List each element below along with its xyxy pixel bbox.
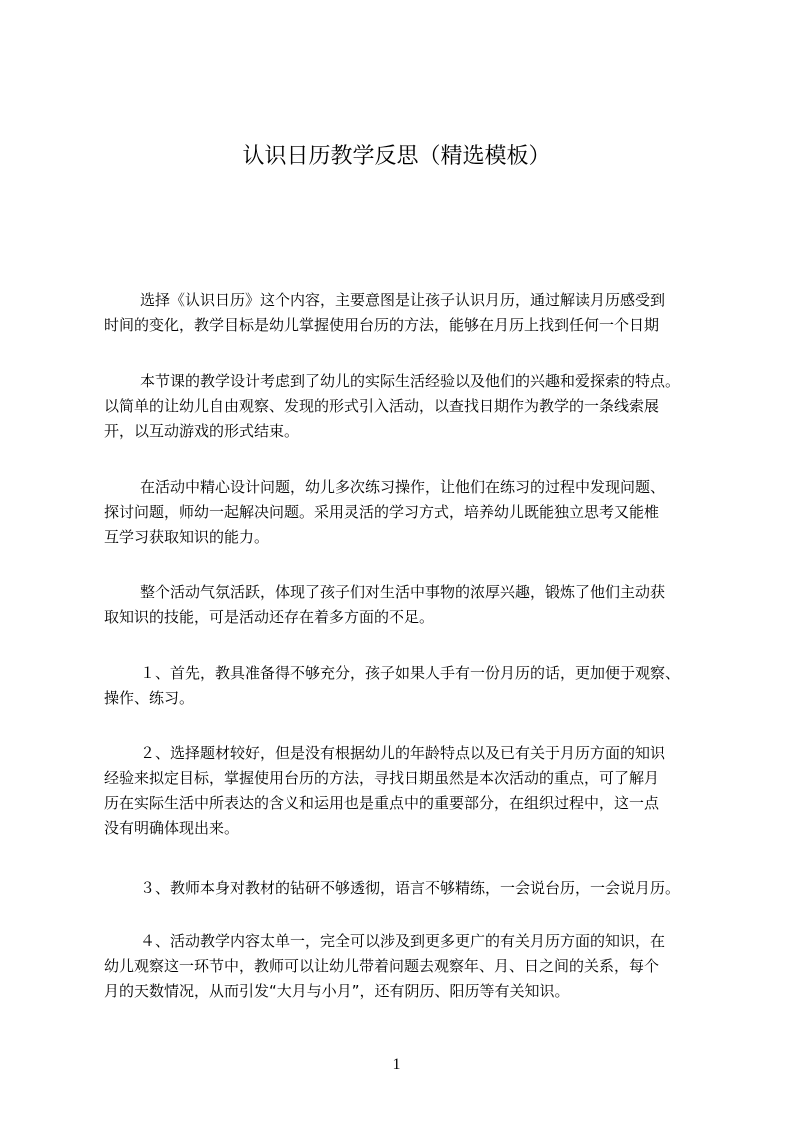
paragraph-line: 幼儿观察这一环节中，教师可以让幼儿带着问题去观察年、月、日之间的关系，每个 [104, 957, 660, 975]
paragraph-line: 历在实际生活中所表达的含义和运用也是重点中的重要部分，在组织过程中，这一点 [104, 794, 660, 812]
paragraph-2 [104, 369, 714, 444]
page-number: 1 [392, 1056, 401, 1073]
document-title: 认识日历教学反思（精选模板） [242, 144, 551, 169]
paragraph-line: 经验来拟定目标，掌握使用台历的方法，寻找日期虽然是本次活动的重点，可了解月 [104, 769, 660, 787]
paragraph-line: 开，以互动游戏的形式结束。 [104, 422, 300, 440]
paragraph-8 [104, 929, 714, 1004]
paragraph-line: 没有明确体现出来。 [104, 819, 240, 837]
paragraph-4 [104, 580, 714, 630]
paragraph-5 [104, 661, 714, 711]
paragraph-line: 在活动中精心设计问题，幼儿多次练习操作，让他们在练习的过程中发现问题、 [140, 478, 666, 496]
paragraph-line: ３、教师本身对教材的钻研不够透彻，语言不够精练，一会说台历，一会说月历。 [140, 879, 681, 897]
paragraph-line: 本节课的教学设计考虑到了幼儿的实际生活经验以及他们的兴趣和爱探索的特点。 [140, 372, 681, 390]
paragraph-line: ２、选择题材较好，但是没有根据幼儿的年龄特点以及已有关于月历方面的知识 [140, 744, 666, 762]
paragraph-line: 操作、练习。 [104, 689, 195, 707]
paragraph-line: １、首先，教具准备得不够充分，孩子如果人手有一份月历的话，更加便于观察、 [140, 664, 681, 682]
paragraph-7 [104, 876, 714, 901]
paragraph-line: 月的天数情况，从而引发“大月与小月”，还有阴历、阳历等有关知识。 [104, 982, 570, 1000]
paragraph-line: 整个活动气氛活跃，体现了孩子们对生活中事物的浓厚兴趣，锻炼了他们主动获 [140, 583, 666, 601]
paragraph-1 [104, 288, 714, 338]
paragraph-line: 取知识的技能，可是活动还存在着多方面的不足。 [104, 608, 435, 626]
paragraph-line: 探讨问题，师幼一起解决问题。采用灵活的学习方式，培养幼儿既能独立思考又能椎 [104, 503, 660, 521]
paragraph-6 [104, 741, 714, 841]
paragraph-3 [104, 475, 714, 550]
paragraph-line: ４、活动教学内容太单一，完全可以涉及到更多更广的有关月历方面的知识，在 [140, 932, 666, 950]
paragraph-line: 以简单的让幼儿自由观察、发现的形式引入活动，以查找日期作为教学的一条线索展 [104, 397, 660, 415]
paragraph-line: 互学习获取知识的能力。 [104, 528, 270, 546]
paragraph-line: 时间的变化，教学目标是幼儿掌握使用台历的方法，能够在月历上找到任何一个日期 [104, 316, 660, 334]
paragraph-line: 选择《认识日历》这个内容，主要意图是让孩子认识月历，通过解读月历感受到 [140, 291, 666, 309]
